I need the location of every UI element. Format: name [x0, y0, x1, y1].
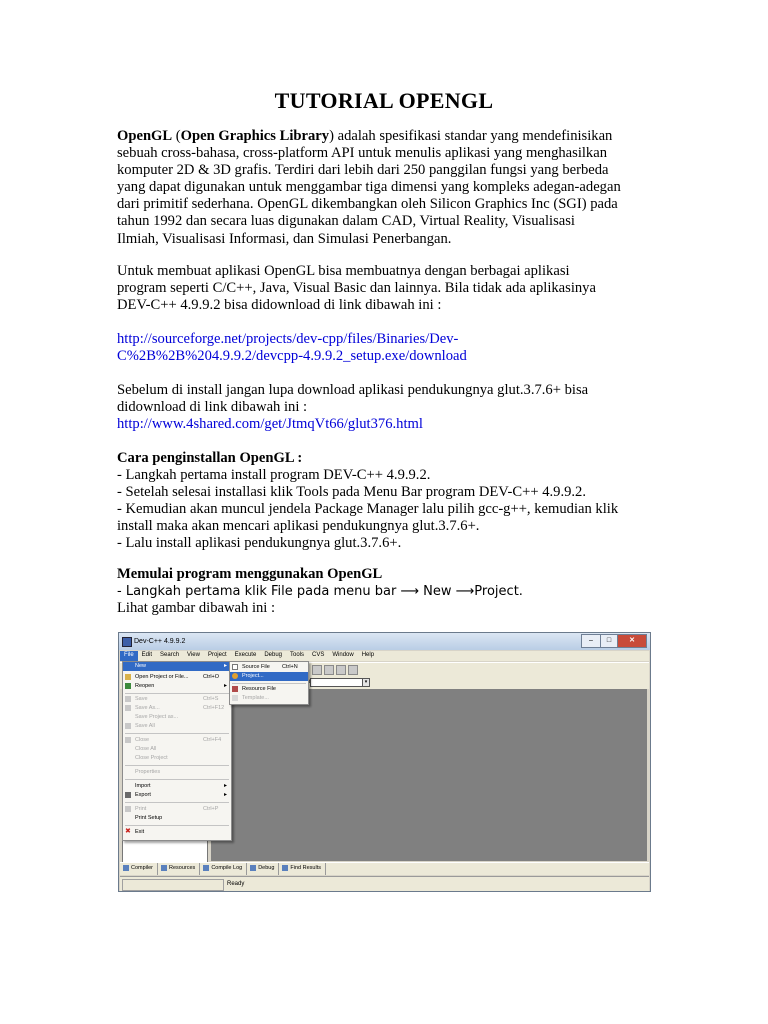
install-heading: Cara penginstallan OpenGL : — [117, 450, 303, 466]
menu-execute[interactable]: Execute — [234, 652, 257, 658]
intro-line-1: OpenGL (Open Graphics Library) adalah spesifikasi standar yang mendefinisikan — [117, 128, 613, 144]
reopen-icon — [125, 683, 131, 689]
menu-view[interactable]: View — [187, 652, 200, 658]
chevron-right-icon: ▸ — [223, 683, 227, 689]
para2-line: DEV-C++ 4.9.9.2 bisa didownload di link dibawah ini : — [117, 297, 442, 314]
menu-help[interactable]: Help — [361, 652, 375, 658]
menu-item-save[interactable]: Save Ctrl+S — [123, 695, 231, 704]
install-step: - Kemudian akan muncul jendela Package Manager lalu pilih gcc-g++, kemudian klik — [117, 501, 619, 518]
devcpp-app-icon — [122, 637, 132, 647]
window-controls — [582, 634, 647, 647]
menu-item-reopen[interactable]: Reopen ▸ — [123, 682, 231, 691]
install-step: - Langkah pertama install program DEV-C++ 4.9.9.2. — [117, 467, 431, 484]
install-step: - Lalu install aplikasi pendukungnya glut.3.7.6+. — [117, 535, 402, 552]
file-menu-dropdown — [122, 661, 232, 841]
intro-line: komputer 2D & 3D grafis. Terdiri dari lebih dari 250 panggilan fungsi yang berbeda — [117, 162, 609, 179]
toolbar-button-icon[interactable] — [336, 665, 346, 675]
window-title: Dev-C++ 4.9.9.2 — [134, 638, 186, 645]
status-text: Ready — [227, 881, 245, 887]
menu-item-exit[interactable]: ✖ Exit — [125, 828, 145, 835]
menu-item-new[interactable]: New ▸ — [123, 662, 231, 671]
submenu-item-source-file[interactable]: Source File Ctrl+N — [230, 663, 308, 672]
open-folder-icon — [125, 674, 131, 680]
menu-item-save-project-as[interactable]: Save Project as... — [135, 714, 179, 720]
menu-tools[interactable]: Tools — [290, 652, 305, 658]
chevron-right-icon: ▸ — [223, 783, 227, 789]
compiler-icon — [123, 865, 129, 871]
install-step: install maka akan mencari aplikasi pendukungnya glut.3.7.6+. — [117, 518, 480, 535]
menu-item-close[interactable]: Close Ctrl+F4 — [123, 736, 231, 745]
menu-file[interactable]: File — [120, 651, 138, 661]
paragraph-3 — [117, 382, 657, 433]
tab-compile-log[interactable]: Compile Log — [200, 863, 247, 875]
project-icon — [232, 673, 238, 679]
para3-line: didownload di link dibawah ini : — [117, 399, 308, 416]
link-line[interactable]: http://sourceforge.net/projects/dev-cpp/files/Binaries/Dev- — [117, 331, 459, 347]
toolbar-button-icon[interactable] — [324, 665, 334, 675]
menu-project[interactable]: Project — [207, 652, 227, 658]
menu-item-properties[interactable]: Properties — [135, 769, 161, 775]
para2-line: program seperti C/C++, Java, Visual Basic dan lainnya. Bila tidak ada aplikasinya — [117, 280, 596, 297]
install-step: - Setelah selesai installasi klik Tools pada Menu Bar program DEV-C++ 4.9.9.2. — [117, 484, 586, 501]
paragraph-2 — [117, 263, 657, 314]
status-bar — [120, 876, 649, 892]
tab-debug[interactable]: Debug — [247, 863, 279, 875]
menu-item-print[interactable]: Print Ctrl+P — [123, 805, 231, 814]
intro-line: tahun 1992 dan secara luas digunakan dalam CAD, Virtual Reality, Visualisasi — [117, 213, 575, 230]
resource-file-icon — [232, 686, 238, 692]
new-submenu — [229, 661, 309, 705]
save-as-icon — [125, 705, 131, 711]
menu-item-print-setup[interactable]: Print Setup — [135, 815, 163, 821]
submenu-item-template[interactable]: Template... — [230, 694, 308, 703]
menu-debug[interactable]: Debug — [264, 652, 282, 658]
close-icon[interactable]: ✕ — [617, 634, 647, 648]
para2-line: Untuk membuat aplikasi OpenGL bisa membuatnya dengan berbagai aplikasi — [117, 263, 570, 279]
toolbar-button-icon[interactable] — [312, 665, 322, 675]
menu-item-open[interactable]: Open Project or File... Ctrl+O — [123, 673, 231, 682]
start-heading: Memulai program menggunakan OpenGL — [117, 566, 383, 582]
intro-paragraph — [117, 128, 657, 248]
source-file-icon — [232, 664, 238, 670]
tab-compiler[interactable]: Compiler — [120, 863, 158, 875]
minimize-icon[interactable]: – — [581, 634, 601, 648]
close-file-icon — [125, 737, 131, 743]
toolbar-button-icon[interactable] — [348, 665, 358, 675]
export-icon — [125, 792, 131, 798]
menu-cvs[interactable]: CVS — [312, 652, 325, 658]
menu-search[interactable]: Search — [160, 652, 180, 658]
print-icon — [125, 806, 131, 812]
start-section — [117, 566, 657, 617]
intro-line: sebuah cross-bahasa, cross-platform API untuk menulis aplikasi yang menghasilkan — [117, 145, 608, 162]
exit-icon: ✖ — [125, 828, 131, 835]
menu-item-close-all[interactable]: Close All — [135, 746, 157, 752]
menu-edit[interactable]: Edit — [141, 652, 153, 658]
window-titlebar — [119, 633, 650, 650]
compile-log-icon — [203, 865, 209, 871]
chevron-right-icon: ▸ — [223, 663, 227, 669]
page-title: TUTORIAL OPENGL — [274, 88, 494, 113]
debug-icon — [250, 865, 256, 871]
chevron-right-icon: ▸ — [223, 792, 227, 798]
template-icon — [232, 695, 238, 701]
devcpp-screenshot — [118, 632, 651, 892]
intro-line: dari primitif sederhana. OpenGL dikembangkan oleh Silicon Graphics Inc (SGI) pada — [117, 196, 618, 213]
tab-find-results[interactable]: Find Results — [279, 863, 326, 875]
toolbar-combo[interactable] — [310, 678, 370, 687]
menu-window[interactable]: Window — [332, 652, 354, 658]
submenu-item-resource-file[interactable]: Resource File — [230, 685, 308, 694]
tab-resources[interactable]: Resources — [158, 863, 200, 875]
submenu-item-project[interactable]: Project... — [230, 672, 308, 681]
para3-line: Sebelum di install jangan lupa download aplikasi pendukungnya glut.3.7.6+ bisa — [117, 382, 589, 398]
start-note: Lihat gambar dibawah ini : — [117, 600, 276, 617]
save-icon — [125, 696, 131, 702]
editor-area[interactable] — [211, 689, 647, 861]
maximize-icon[interactable]: □ — [600, 634, 618, 648]
save-all-icon — [125, 723, 131, 729]
chevron-down-icon[interactable]: ▾ — [362, 679, 369, 686]
devcpp-download-link[interactable] — [117, 331, 657, 365]
menu-item-save-all[interactable]: Save All — [123, 722, 231, 731]
resources-icon — [161, 865, 167, 871]
install-section — [117, 450, 657, 553]
link-line[interactable]: C%2B%2B%204.9.9.2/devcpp-4.9.9.2_setup.exe/download — [117, 348, 467, 365]
menu-item-export[interactable]: Export ▸ — [123, 791, 231, 800]
menu-item-save-as[interactable]: Save As... Ctrl+F12 — [123, 704, 231, 713]
intro-line: yang dapat digunakan untuk menggambar tiga dimensi yang kompleks adegan-adegan — [117, 179, 621, 196]
menu-item-import[interactable]: Import ▸ — [135, 783, 227, 789]
find-results-icon — [282, 865, 288, 871]
bottom-tabs — [120, 862, 649, 875]
menu-bar — [120, 651, 649, 661]
intro-line: Ilmiah, Visualisasi Informasi, dan Simulasi Penerbangan. — [117, 230, 452, 247]
menu-item-close-project[interactable]: Close Project — [135, 755, 168, 761]
start-step: - Langkah pertama klik File pada menu bar ⟶ New ⟶Project. — [117, 584, 523, 600]
glut-download-link[interactable]: http://www.4shared.com/get/JtmqVt66/glut376.html — [117, 416, 423, 433]
